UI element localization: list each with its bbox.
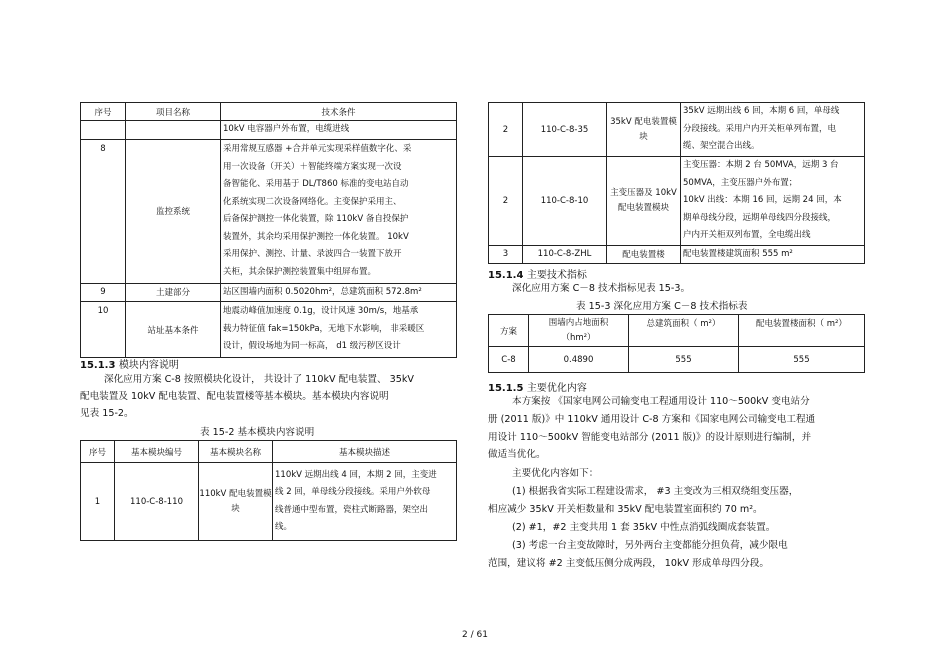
row-9-desc: 站区围墙内面积 0.5020hm²，总建筑面积 572.8m²	[221, 283, 457, 302]
section-1515-line-1: 本方案按 《国家电网公司输变电工程通用设计 110～500kV 变电站分	[512, 396, 810, 407]
header-num: 序号	[81, 103, 126, 121]
module-desc: 110kV 远期出线 4 回，本期 2 回，主变进 线 2 回，单母线分段接线。采用户外软母 线普通中型布置，瓷柱式断路器，架空出 线。	[273, 463, 457, 541]
table-15-2-caption: 表 15-2 基本模块内容说明	[200, 427, 315, 438]
section-1515-line-5: 主要优化内容如下：	[512, 468, 599, 479]
table-row: 2 110-C-8-35 35kV 配电装置模 块 35kV 远期出线 6 回，本期 6 回，单母线 分段接线。采用户内开关柜单列布置，电 缆、架空混合出线。	[489, 103, 865, 157]
row-10-desc: 地震动峰值加速度 0.1g，设计风速 30m/s，地基承 载力特征值 fak=150kPa，无地下水影响， 非采暖区 设计，假设场地为同一标高， d1 级污秽区设计	[221, 302, 457, 358]
tech-index-table	[488, 314, 865, 373]
module-num: 1	[81, 463, 115, 541]
header-building-area: 配电装置楼面积（ m²）	[739, 315, 865, 347]
row-10-num: 10	[81, 302, 126, 358]
continuation-text: 10kV 电容器户外布置，电缆进线	[221, 121, 457, 140]
section-1514-heading: 15.1.4 主要技术指标	[488, 270, 587, 281]
section-1515-line-2: 册 (2011 版)》中 110kV 通用设计 C-8 方案和《国家电网公司输变电工程通	[488, 414, 816, 425]
module-code: 110-C-8-110	[115, 463, 199, 541]
header-num: 序号	[81, 441, 115, 463]
section-1513-line-1: 深化应用方案 C-8 按照模块化设计， 共设计了 110kV 配电装置、 35kV	[104, 374, 414, 385]
section-1515-line-3: 用设计 110～500kV 智能变电站部分 (2011 版)》的设计原则进行编制，并	[488, 432, 812, 443]
header-name: 项目名称	[126, 103, 221, 121]
header-desc: 基本模块描述	[273, 441, 457, 463]
row-8-num: 8	[81, 139, 126, 283]
header-total-area: 总建筑面积（ m²）	[629, 315, 739, 347]
section-1515-line-8: (2) #1，#2 主变共用 1 套 35kV 中性点消弧线圈成套装置。	[512, 522, 776, 533]
table-row: C-8 0.4890 555 555	[489, 347, 865, 373]
section-1513-line-3: 见表 15-2。	[80, 408, 134, 419]
module-table-continued	[488, 102, 865, 264]
row-10-name: 站址基本条件	[126, 302, 221, 358]
header-area: 围墙内占地面积 （hm²）	[529, 315, 629, 347]
tech-conditions-table	[80, 102, 457, 358]
module-table	[80, 440, 457, 541]
header-name: 基本模块名称	[199, 441, 273, 463]
table-15-3-caption: 表 15-3 深化应用方案 C－8 技术指标表	[576, 301, 748, 312]
page-number: 2 / 61	[462, 630, 488, 640]
section-1515-heading: 15.1.5 主要优化内容	[488, 383, 587, 394]
section-1515-line-10: 范围，建议将 #2 主变低压侧分成两段， 10kV 形成单母四分段。	[488, 558, 769, 569]
table-row: 2 110-C-8-10 主变压器及 10kV 配电装置模块 主变压器：本期 2 台 50MVA，远期 3 台 50MVA，主变压器户外布置； 10kV 出线：本期 16 回，远期 24 回，本 期单母线分段，远期单母线四分段接线， 户内开关柜双列布置，全电缆出线	[489, 157, 865, 246]
row-9-num: 9	[81, 283, 126, 302]
section-1513-heading: 15.1.3 模块内容说明	[80, 360, 179, 371]
header-code: 基本模块编号	[115, 441, 199, 463]
header-conditions: 技术条件	[221, 103, 457, 121]
row-8-name: 监控系统	[126, 139, 221, 283]
module-name: 110kV 配电装置模 块	[199, 463, 273, 541]
row-9-name: 土建部分	[126, 283, 221, 302]
section-1515-line-6: (1) 根据我省实际工程建设需求， #3 主变改为三相双绕组变压器，	[512, 486, 799, 497]
section-1515-line-7: 相应减少 35kV 开关柜数量和 35kV 配电装置室面积约 70 m²。	[488, 504, 763, 515]
section-1515-line-4: 做适当优化。	[488, 449, 546, 460]
row-8-desc: 采用常规互感器 +合并单元实现采样值数字化、采 用一次设备（开关）＋智能终端方案实现一次设 备智能化、采用基于 DL/T860 标准的变电站自动 化系统实现二次设备网络化。主变保护采用主、 后备保护测控一体化装置，除 110kV 备自投保护 装置外，其余均采用保护测控一体化装置。 10kV 采用保护、测控、计量、录波四合一装置下放开 关柜，其余保护测控装置集中组屏布置。	[221, 139, 457, 283]
table-row: 3 110-C-8-ZHL 配电装置楼 配电装置楼建筑面积 555 m²	[489, 245, 865, 264]
header-scheme: 方案	[489, 315, 529, 347]
table-row	[81, 463, 457, 541]
section-1515-line-9: (3) 考虑一台主变故障时，另外两台主变都能分担负荷，减少限电	[512, 540, 788, 551]
section-1513-line-2: 配电装置及 10kV 配电装置、配电装置楼等基本模块。基本模块内容说明	[80, 391, 389, 402]
section-1514-line: 深化应用方案 C－8 技术指标见表 15-3。	[512, 283, 691, 294]
